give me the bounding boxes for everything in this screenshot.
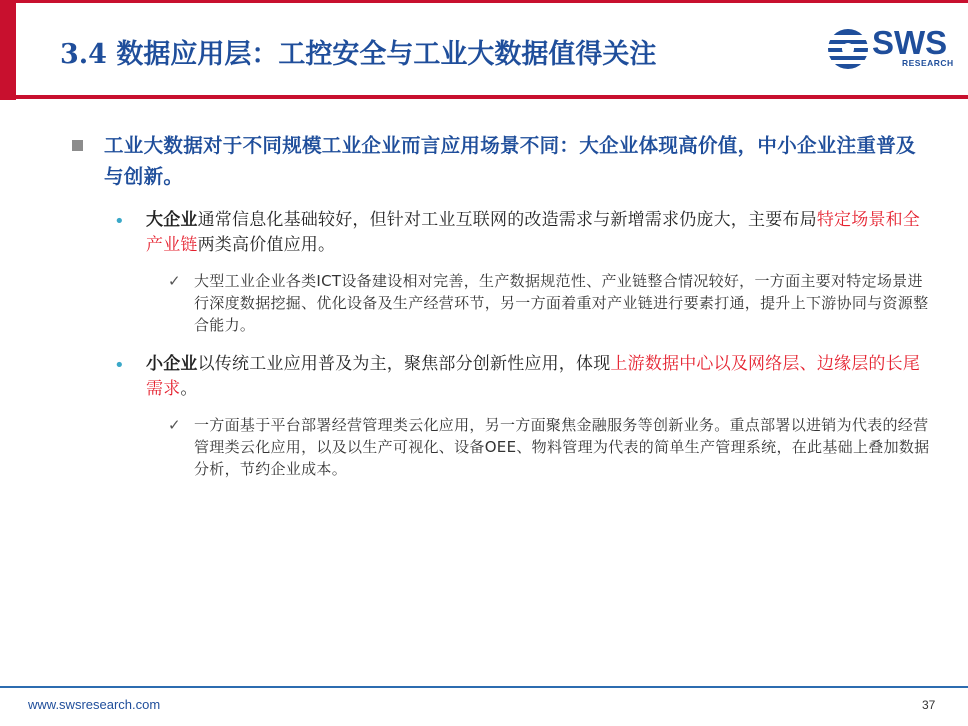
main-point [70, 130, 930, 192]
title-accent-left [0, 0, 16, 100]
main-heading: 工业大数据对于不同规模工业企业而言应用场景不同：大企业体现高价值，中小企业注重普及与创新。 [104, 134, 916, 188]
sws-logo-mark-icon [826, 26, 870, 72]
dot-bullet-icon: • [114, 355, 125, 376]
footer-divider [0, 686, 968, 688]
large-enterprise-desc: 通常信息化基础较好，但针对工业互联网的改造需求与新增需求仍庞大，主要布局 [197, 210, 817, 230]
small-enterprise-point [70, 352, 930, 402]
large-enterprise-point [70, 208, 930, 258]
small-enterprise-detail-text: 一方面基于平台部署经营管理类云化应用，另一方面聚焦金融服务等创新业务。重点部署以进销为代表的经营管理类云化应用，以及以生产可视化、设备OEE、物料管理为代表的简单生产管理系统，在此基础上叠加数据分析，节约企业成本。 [194, 416, 930, 478]
small-enterprise-desc-end: 。 [180, 379, 198, 399]
sws-logo [826, 24, 954, 72]
title-bar [0, 0, 968, 100]
square-bullet-icon [72, 140, 83, 151]
slide-content [70, 130, 930, 480]
footer-url-link[interactable]: www.swsresearch.com [28, 697, 161, 712]
logo-subtext: RESEARCH [902, 58, 954, 68]
checkmark-icon: ✓ [168, 272, 181, 290]
page-title: 3.4 数据应用层：工控安全与工业大数据值得关注 [60, 39, 657, 70]
title-underline [16, 95, 968, 99]
small-enterprise-text [146, 352, 930, 402]
title-accent-top [0, 0, 968, 3]
large-enterprise-desc-end: 两类高价值应用。 [197, 235, 336, 255]
large-enterprise-label: 大企业 [146, 210, 198, 230]
small-enterprise-detail [70, 414, 930, 480]
logo-wordmark: SWS [872, 24, 948, 61]
large-enterprise-detail [70, 270, 930, 336]
page-number: 37 [922, 698, 936, 712]
large-enterprise-detail-text: 大型工业企业各类ICT设备建设相对完善，生产数据规范性、产业链整合情况较好，一方面主要对特定场景进行深度数据挖掘、优化设备及生产经营环节，另一方面着重对产业链进行要素打通，提升上下游协同与资源整合能力。 [194, 272, 929, 334]
small-enterprise-highlight: 上游数据中心以及网络层、边缘层的长尾需求 [146, 354, 921, 399]
small-enterprise-label: 小企业 [146, 354, 198, 374]
large-enterprise-text [146, 208, 930, 258]
checkmark-icon: ✓ [168, 416, 181, 434]
dot-bullet-icon: • [114, 211, 125, 232]
small-enterprise-desc: 以传统工业应用普及为主，聚焦部分创新性应用，体现 [197, 354, 611, 374]
large-enterprise-highlight: 特定场景和全产业链 [146, 210, 921, 255]
